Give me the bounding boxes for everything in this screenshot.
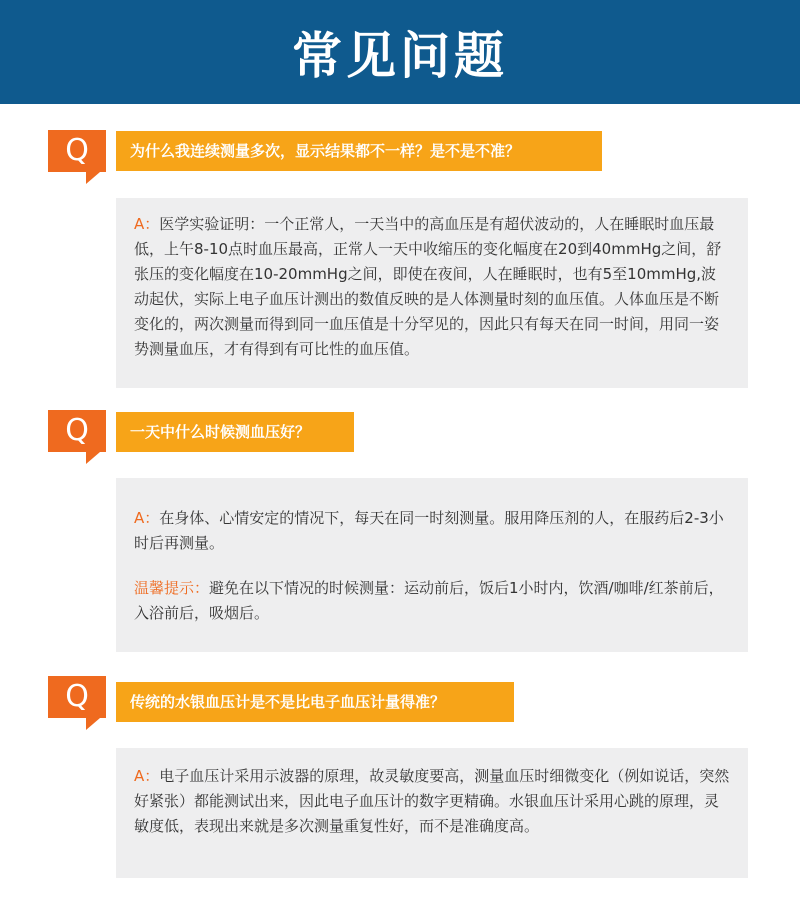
answer-prefix: A： — [134, 215, 160, 233]
question-text: 为什么我连续测量多次，显示结果都不一样？是不是不准？ — [130, 142, 521, 160]
question-badge-letter: Q — [65, 133, 89, 168]
answer-prefix: A： — [134, 509, 160, 527]
question-bar-3 — [116, 682, 514, 722]
badge-tail — [86, 718, 100, 730]
answer-text: 在身体、心情安定的情况下，每天在同一时刻测量。服用降压剂的人，在服药后2-3小时后再测量。 — [134, 509, 724, 552]
answer-box-3 — [116, 748, 748, 878]
question-text: 传统的水银血压计是不是比电子血压计量得准？ — [130, 693, 446, 711]
answer-box-2 — [116, 478, 748, 652]
answer-text: 电子血压计采用示波器的原理，故灵敏度要高，测量血压时细微变化（例如说话，突然好紧张）都能测试出来，因此电子血压计的数字更精确。水银血压计采用心跳的原理，灵敏度低，表现出来就是多次测量重复性好，而不是准确度高。 — [134, 767, 730, 835]
tip-text: 避免在以下情况的时候测量：运动前后，饭后1小时内，饮酒/咖啡/红茶前后，入浴前后，吸烟后。 — [134, 579, 724, 622]
question-badge-letter: Q — [65, 679, 89, 714]
badge-tail — [86, 452, 100, 464]
answer-prefix: A： — [134, 767, 160, 785]
question-text: 一天中什么时候测血压好？ — [130, 423, 311, 441]
answer-box-1 — [116, 198, 748, 388]
answer-paragraph — [134, 506, 730, 556]
page-title: 常见问题 — [292, 27, 508, 85]
question-bar-2 — [116, 412, 354, 452]
answer-text: 医学实验证明：一个正常人，一天当中的高血压是有超伏波动的，人在睡眠时血压最低，上午8-10点时血压最高，正常人一天中收缩压的变化幅度在20到40mmHg之间，舒张压的变化幅度在10-20mmHg之间，即使在夜间，人在睡眠时，也有5至10mmHg,波动起伏，实际上电子血压计测出的数值反映的是人体测量时刻的血压值。人体血压是不断变化的，两次测量而得到同一血压值是十分罕见的，因此只有每天在同一时间，用同一姿势测量血压，才有得到有可比性的血压值。 — [134, 215, 722, 358]
answer-paragraph — [134, 212, 730, 362]
question-badge-icon — [48, 676, 106, 718]
tip-label: 温馨提示： — [134, 579, 210, 597]
tip-paragraph — [134, 576, 730, 626]
answer-paragraph — [134, 764, 730, 839]
question-badge-icon — [48, 410, 106, 452]
badge-tail — [86, 172, 100, 184]
question-bar-1 — [116, 131, 602, 171]
question-badge-icon — [48, 130, 106, 172]
page-header — [0, 0, 800, 104]
question-badge-letter: Q — [65, 413, 89, 448]
